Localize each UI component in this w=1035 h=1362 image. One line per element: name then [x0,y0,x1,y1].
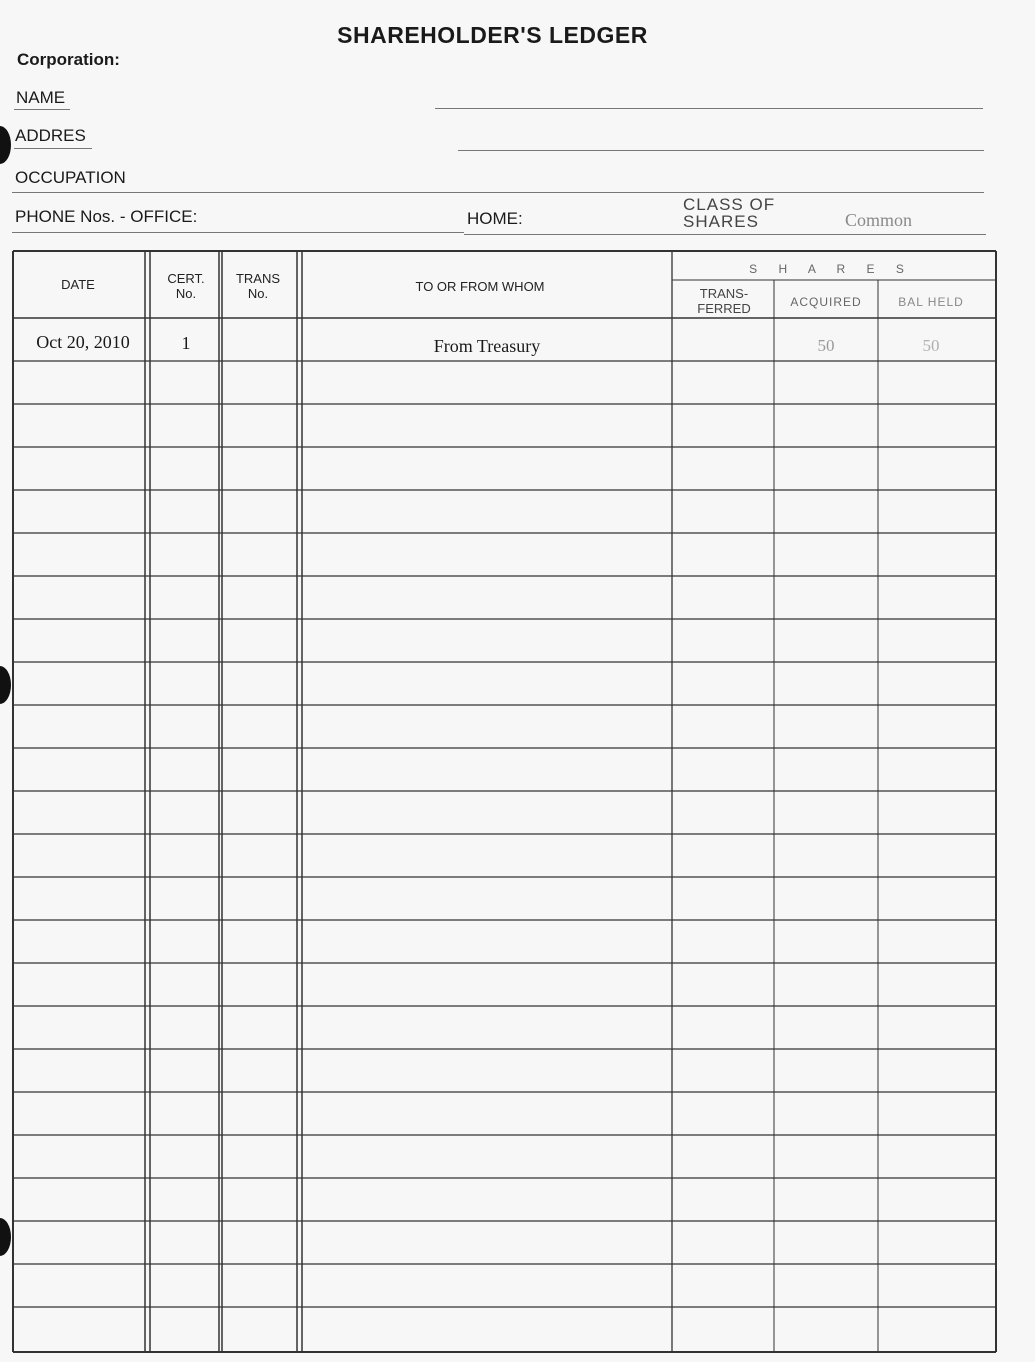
binder-hole-middle [0,666,11,704]
cell-cert[interactable]: 1 [181,333,191,353]
col-header-cert-line2: No. [175,286,197,301]
name-field-line[interactable] [435,108,983,109]
binder-hole-top [0,126,11,164]
cell-date[interactable]: Oct 20, 2010 [36,332,130,352]
col-header-trans [222,271,294,301]
cell-bal-held[interactable]: 50 [922,336,940,355]
col-group-header-shares: S H A R E S [749,262,905,276]
occupation-label: OCCUPATION [15,168,126,187]
class-label-line1: CLASS OF [683,195,776,214]
occupation-field-line[interactable] [12,192,984,193]
phone-home-field-line[interactable] [464,234,986,235]
phone-office-label: PHONE Nos. - OFFICE: [15,207,198,226]
binder-hole-bottom [0,1218,11,1256]
address-label-underline [14,148,92,149]
cell-acquired[interactable]: 50 [817,336,835,355]
page-title: SHAREHOLDER'S LEDGER [337,22,648,48]
col-header-whom: TO OR FROM WHOM [415,279,545,294]
home-label: HOME: [467,209,523,228]
col-header-date: DATE [61,277,95,292]
phone-office-field-line[interactable] [12,232,464,233]
col-header-bal-held: BAL HELD [898,295,964,309]
address-field-line[interactable] [458,150,984,151]
corporation-label: Corporation: [17,50,120,69]
col-header-trans-line2: No. [247,286,269,301]
name-label: NAME [16,88,66,107]
col-header-cert-line1: CERT. [167,271,205,286]
name-label-underline [14,109,70,110]
col-header-transferred-line2: FERRED [697,301,751,316]
class-of-shares-value[interactable]: Common [845,210,913,230]
class-of-shares-label [683,196,775,230]
address-label: ADDRES [15,126,86,145]
col-header-transferred-line1: TRANS- [699,286,749,301]
col-header-transferred [672,286,776,316]
ledger-table [12,250,998,1354]
cell-whom[interactable]: From Treasury [433,336,541,356]
col-header-cert [150,271,222,301]
col-header-trans-line1: TRANS [235,271,281,286]
ledger-grid [12,250,998,1354]
class-label-line2: SHARES [683,212,759,231]
col-header-acquired: ACQUIRED [790,295,862,309]
